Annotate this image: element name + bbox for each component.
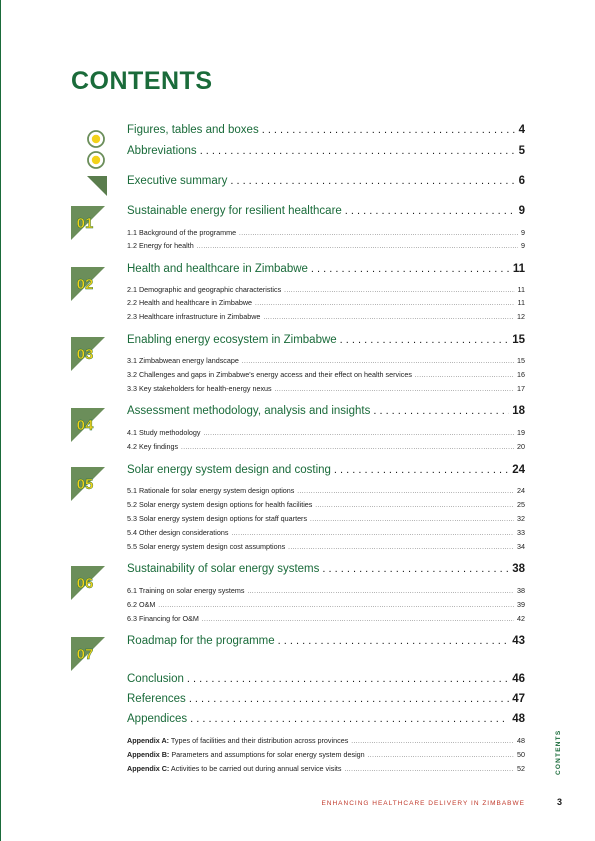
toc-subentry-appendix-c[interactable]: Appendix C: Activities to be carried out during annual service visits . . . 52 [127, 764, 525, 774]
toc-subentry[interactable]: 3.3 Key stakeholders for health-energy nexus . . . 17 [127, 384, 525, 394]
side-section-label: CONTENTS [555, 729, 562, 775]
chapter-01-badge-icon [71, 206, 105, 240]
toc-entry-abbreviations[interactable]: Abbreviations . . . 5 [127, 145, 525, 161]
toc-entry-chapter-4[interactable]: Assessment methodology, analysis and insights . . . 18 [127, 405, 525, 421]
chapter-03-badge-icon [71, 337, 105, 371]
toc-entry-chapter-1[interactable]: Sustainable energy for resilient healthcare . . . 9 [127, 205, 525, 221]
toc-entry-chapter-3[interactable]: Enabling energy ecosystem in Zimbabwe . . . 15 [127, 334, 525, 350]
toc-subentry[interactable]: 3.1 Zimbabwean energy landscape . . . 15 [127, 356, 525, 366]
toc-subentry[interactable]: 5.3 Solar energy system design options for staff quarters . . . 32 [127, 514, 525, 524]
toc-entry-figures[interactable]: Figures, tables and boxes . . . 4 [127, 124, 525, 140]
toc-subentry[interactable]: 4.2 Key findings . . . 20 [127, 442, 525, 452]
chapter-04-badge-icon [71, 408, 105, 442]
page-title: CONTENTS [71, 67, 213, 95]
svg-text:02: 02 [76, 276, 94, 293]
corner-triangle-icon [87, 176, 107, 196]
toc-subentry[interactable]: 6.1 Training on solar energy systems . . . 38 [127, 586, 525, 596]
toc-subentry[interactable]: 5.2 Solar energy system design options for health facilities . . . 25 [127, 500, 525, 510]
toc-subentry[interactable]: 5.1 Rationale for solar energy system design options . . . 24 [127, 486, 525, 496]
toc-subentry[interactable]: 2.2 Health and healthcare in Zimbabwe . . . 11 [127, 298, 525, 308]
toc-subentry-appendix-a[interactable]: Appendix A: Types of facilities and their distribution across provinces . . . 48 [127, 736, 525, 746]
toc-subentry[interactable]: 6.3 Financing for O&M . . . 42 [127, 614, 525, 624]
chapter-06-badge-icon [71, 566, 105, 600]
toc-subentry[interactable]: 5.5 Solar energy system design cost assumptions . . . 34 [127, 542, 525, 552]
svg-text:01: 01 [76, 215, 94, 232]
toc-entry-chapter-7[interactable]: Roadmap for the programme . . . 43 [127, 635, 525, 651]
toc-subentry[interactable]: 2.1 Demographic and geographic characteristics . . . 11 [127, 285, 525, 295]
toc-subentry[interactable]: 5.4 Other design considerations . . . 33 [127, 528, 525, 538]
left-border-line [0, 0, 1, 841]
page-number: 3 [557, 797, 563, 807]
toc-entry-chapter-5[interactable]: Solar energy system design and costing . . . 24 [127, 464, 525, 480]
svg-text:07: 07 [76, 646, 94, 663]
svg-text:03: 03 [76, 346, 94, 363]
chapter-02-badge-icon [71, 267, 105, 301]
toc-subentry[interactable]: 6.2 O&M . . . 39 [127, 600, 525, 610]
target-circle-icon [87, 130, 105, 148]
chapter-05-badge-icon [71, 467, 105, 501]
chapter-07-badge-icon [71, 637, 105, 671]
svg-text:04: 04 [76, 417, 94, 434]
toc-entry-appendices[interactable]: Appendices . . . 48 [127, 713, 525, 729]
footer-running-title: ENHANCING HEALTHCARE DELIVERY IN ZIMBABWE [321, 800, 525, 807]
toc-entry-conclusion[interactable]: Conclusion . . . 46 [127, 673, 525, 689]
target-circle-icon [87, 151, 105, 169]
toc-subentry-appendix-b[interactable]: Appendix B: Parameters and assumptions for solar energy system design . . . 50 [127, 750, 525, 760]
toc-subentry[interactable]: 3.2 Challenges and gaps in Zimbabwe's energy access and their effect on health services . . . 16 [127, 370, 525, 380]
toc-entry-references[interactable]: References . . . 47 [127, 693, 525, 709]
toc-entry-chapter-2[interactable]: Health and healthcare in Zimbabwe . . . 11 [127, 263, 525, 279]
svg-text:06: 06 [76, 575, 94, 592]
toc-subentry[interactable]: 1.2 Energy for health . . . 9 [127, 241, 525, 251]
toc-subentry[interactable]: 1.1 Background of the programme . . . 9 [127, 228, 525, 238]
toc-subentry[interactable]: 2.3 Healthcare infrastructure in Zimbabwe . . . 12 [127, 312, 525, 322]
toc-entry-executive-summary[interactable]: Executive summary . . . 6 [127, 175, 525, 191]
svg-text:05: 05 [76, 476, 94, 493]
toc-entry-chapter-6[interactable]: Sustainability of solar energy systems . . . 38 [127, 563, 525, 579]
toc-subentry[interactable]: 4.1 Study methodology . . . 19 [127, 428, 525, 438]
